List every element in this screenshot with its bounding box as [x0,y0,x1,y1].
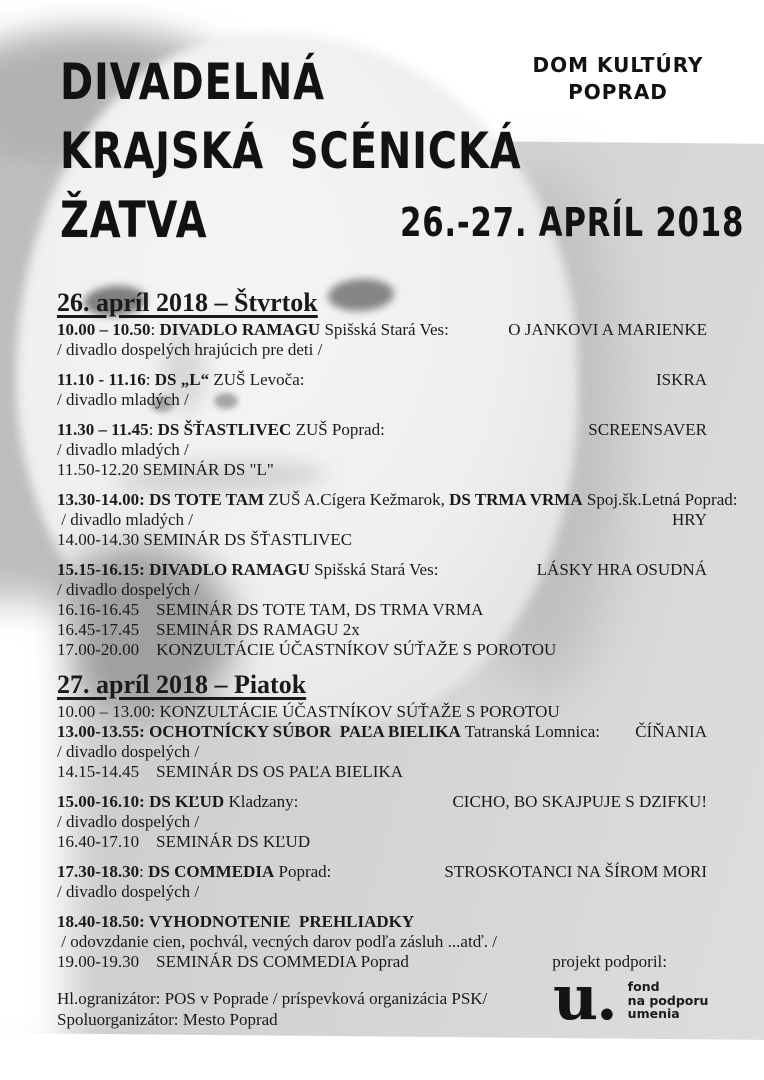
schedule-row [57,340,707,360]
event-text: 17.00-20.00 KONZULTÁCIE ÚČASTNÍKOV SÚŤAŽE S POROTOU [57,640,557,659]
performance-title: LÁSKY HRA OSUDNÁ [536,560,707,579]
schedule-row [57,742,707,762]
schedule-row [57,862,707,882]
schedule-row [57,722,707,742]
row-spacer [57,550,707,560]
schedule-row [57,440,707,460]
schedule-row [57,792,707,812]
schedule-row [57,370,707,390]
row-spacer [57,852,707,862]
schedule-row [57,620,707,640]
schedule-row [57,912,707,932]
schedule-row [57,762,707,782]
schedule-row [57,832,707,852]
performance-title: HRY [672,510,707,529]
logo-u-glyph: u. [553,961,616,1034]
event-text: / divadlo dospelých / [57,742,200,761]
schedule-day-1 [57,288,738,660]
schedule-row [57,560,707,580]
schedule-row [57,510,707,530]
event-text: 14.00-14.30 SEMINÁR DS ŠŤASTLIVEC [57,530,353,549]
title-line-3: ŽATVA [60,191,208,249]
event-text: 14.15-14.45 SEMINÁR DS OS PAĽA BIELIKA [57,762,404,781]
schedule-row [57,600,707,620]
logo-text-line: na podporu [627,992,709,1008]
event-text: 15.15-16.15: DIVADLO RAMAGU Spišská Stará Ves: [57,560,439,579]
row-spacer [57,782,707,792]
schedule-row [57,702,707,722]
schedule-row [57,420,707,440]
venue-block [520,52,716,105]
schedule-row [57,932,707,952]
day-heading: 27. apríl 2018 – Piatok [57,670,307,699]
event-text: 13.30-14.00: DS TOTE TAM ZUŠ A.Cígera Kežmarok, DS TRMA VRMA Spoj.šk.Letná Poprad: [57,490,738,509]
event-text: / divadlo mladých / [57,440,189,459]
event-text: 19.00-19.30 SEMINÁR DS COMMEDIA Poprad [57,952,409,971]
support-label: projekt podporil: [552,952,667,971]
event-text: 15.00-16.10: DS KĽUD Kladzany: [57,792,299,811]
logo-text [628,980,709,1021]
performance-title: SCREENSAVER [588,420,707,439]
event-text: 13.00-13.55: OCHOTNÍCKY SÚBOR PAĽA BIELIKA Tatranská Lomnica: [57,722,600,741]
row-spacer [57,360,707,370]
performance-title: STROSKOTANCI NA ŠÍROM MORI [444,862,707,881]
event-text: 11.50-12.20 SEMINÁR DS "L" [57,460,274,479]
schedule-row [57,640,707,660]
venue-city: POPRAD [568,80,668,104]
event-text: 11.10 - 11.16: DS „L“ ZUŠ Levoča: [57,370,305,389]
event-text: 16.16-16.45 SEMINÁR DS TOTE TAM, DS TRMA VRMA [57,600,484,619]
row-spacer [57,410,707,420]
event-text: 16.45-17.45 SEMINÁR DS RAMAGU 2x [57,620,360,639]
day-rows [57,320,738,660]
event-text: / divadlo dospelých hrajúcich pre deti / [57,340,323,359]
logo-text-line: umenia [627,1006,680,1021]
event-text: 10.00 – 10.50: DIVADLO RAMAGU Spišská Stará Ves: [57,320,449,339]
event-text: 11.30 – 11.45: DS ŠŤASTLIVEC ZUŠ Poprad: [57,420,385,439]
event-text: 18.40-18.50: VYHODNOTENIE PREHLIADKY [57,912,415,931]
row-spacer [57,902,707,912]
event-text: / odovzdanie cien, pochvál, vecných darov podľa zásluh ...atď. / [57,932,497,951]
logo-text-line: fond [627,979,660,994]
row-spacer [57,480,707,490]
event-text: 10.00 – 13.00: KONZULTÁCIE ÚČASTNÍKOV SÚŤAŽE S POROTOU [57,702,560,721]
schedule-row [57,390,707,410]
schedule-row [57,882,707,902]
schedule-row [57,580,707,600]
performance-title: CICHO, BO SKAJPUJE S DZIFKU! [452,792,707,811]
event-text: / divadlo dospelých / [57,812,200,831]
performance-title: ČÍŇANIA [635,722,707,741]
day-rows [57,702,707,972]
title-line-1: DIVADELNÁ [60,53,325,111]
event-text: / divadlo mladých / [57,390,189,409]
schedule-row [57,460,707,480]
schedule-row [57,320,707,340]
title-line-2: KRAJSKÁ SCÉNICKÁ [60,122,522,180]
festival-dates: 26.-27. APRÍL 2018 [400,200,745,246]
schedule-row [57,812,707,832]
performance-title: O JANKOVI A MARIENKE [508,320,707,339]
schedule [57,288,738,1034]
schedule-day-2 [57,670,707,972]
venue-name: DOM KULTÚRY [532,53,704,77]
event-text: 17.30-18.30: DS COMMEDIA Poprad: [57,862,332,881]
event-text: / divadlo dospelých / [57,882,200,901]
event-text: / divadlo mladých / [57,510,193,529]
event-text: / divadlo dospelých / [57,580,200,599]
main-organizer-line: Hl.ogranizátor: POS v Poprade / príspevková organizácia PSK/ [57,989,488,1008]
co-organizer-line: Spoluorganizátor: Mesto Poprad [57,1010,278,1029]
event-text: 16.40-17.10 SEMINÁR DS KĽUD [57,832,311,851]
schedule-row [57,490,738,510]
day-heading: 26. apríl 2018 – Štvrtok [57,288,318,317]
performance-title: ISKRA [655,370,707,389]
schedule-row [57,530,707,550]
